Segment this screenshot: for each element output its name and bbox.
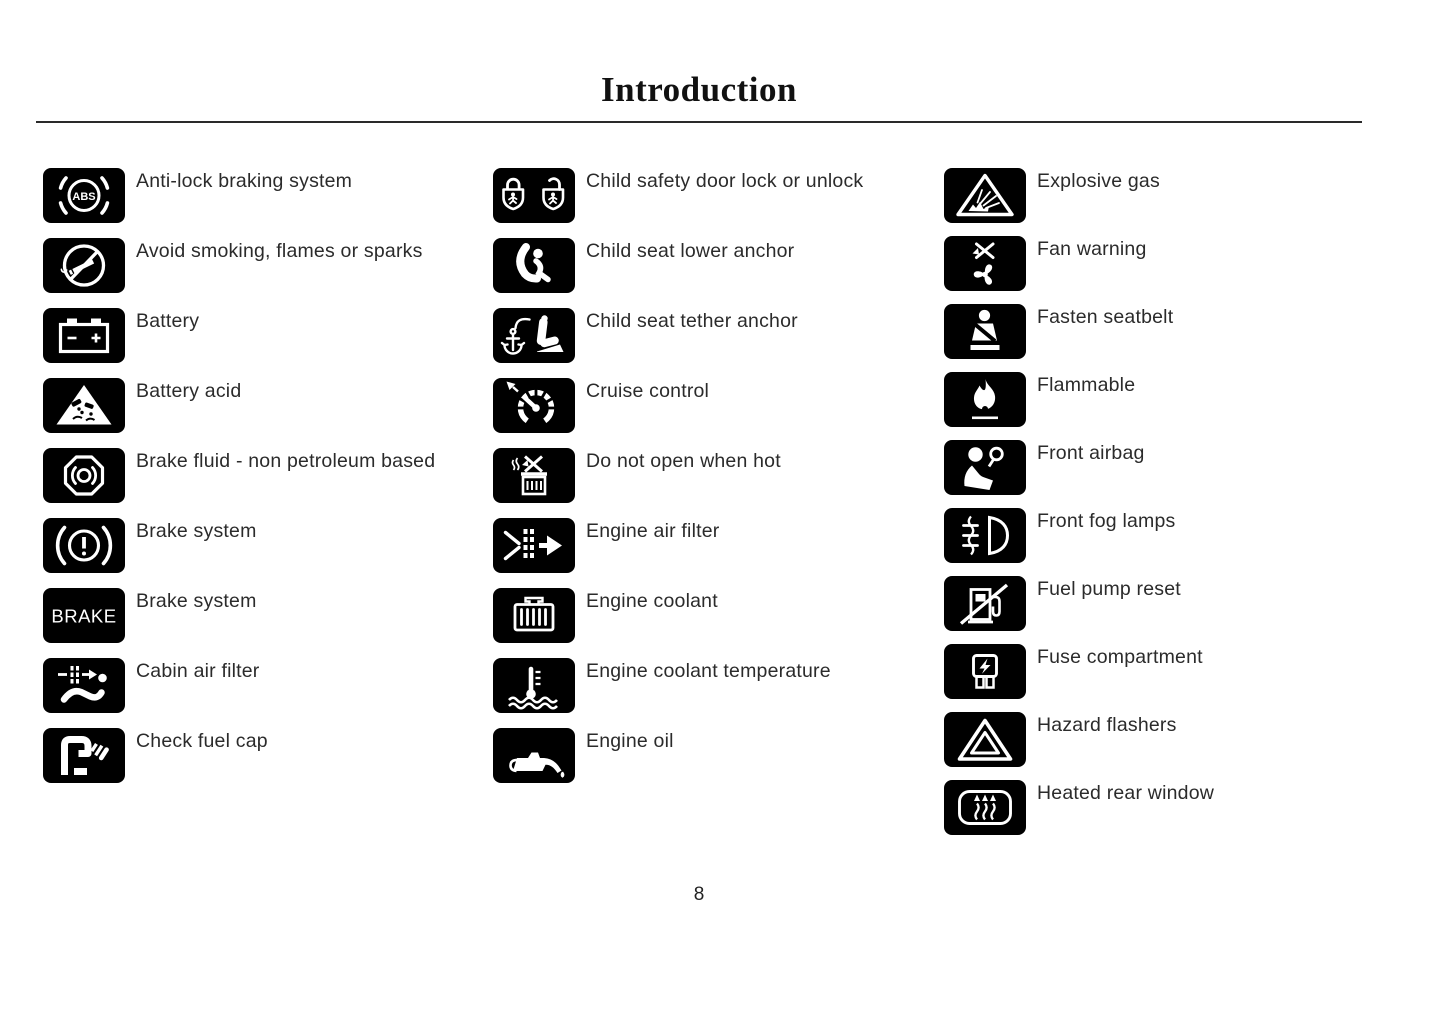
child-safety-lock-icon: [493, 168, 575, 223]
svg-text:BRAKE: BRAKE: [51, 605, 117, 627]
symbol-row: [493, 448, 863, 503]
symbol-label: Fan warning: [1037, 238, 1147, 260]
symbol-label: Child safety door lock or unlock: [586, 170, 864, 192]
symbol-label: Battery acid: [136, 380, 242, 402]
front-fog-lamps-icon: [944, 508, 1026, 563]
symbol-row: [944, 576, 1214, 631]
symbol-row: [43, 378, 435, 433]
cabin-air-filter-icon: [43, 658, 125, 713]
symbol-label: Front airbag: [1037, 442, 1145, 464]
symbol-label: Fuel pump reset: [1037, 578, 1181, 600]
hazard-flashers-icon: [944, 712, 1026, 767]
symbol-label: Brake system: [136, 590, 257, 612]
symbol-label: Engine air filter: [586, 520, 720, 542]
abs-icon: [43, 168, 125, 223]
symbol-label: Do not open when hot: [586, 450, 781, 472]
child-seat-lower-anchor-icon: [493, 238, 575, 293]
symbol-label: Check fuel cap: [136, 730, 268, 752]
symbol-row: [43, 238, 435, 293]
symbol-row: [944, 168, 1214, 223]
symbol-row: [43, 518, 435, 573]
symbol-row: [493, 588, 863, 643]
symbol-label: Engine coolant: [586, 590, 718, 612]
symbol-row: [43, 588, 435, 643]
engine-coolant-icon: [493, 588, 575, 643]
symbol-label: Battery: [136, 310, 200, 332]
page-title: Introduction: [601, 70, 797, 109]
engine-coolant-temperature-icon: [493, 658, 575, 713]
symbol-label: Engine coolant temperature: [586, 660, 831, 682]
symbol-row: [43, 658, 435, 713]
symbol-row: [43, 168, 435, 223]
symbol-row: [493, 308, 863, 363]
symbol-label: Explosive gas: [1037, 170, 1160, 192]
symbol-label: Engine oil: [586, 730, 674, 752]
svg-text:ABS: ABS: [72, 190, 96, 203]
symbol-column-2: [493, 168, 863, 798]
no-smoking-icon: [43, 238, 125, 293]
symbol-label: Fasten seatbelt: [1037, 306, 1174, 328]
symbol-label: Brake system: [136, 520, 257, 542]
page-number: 8: [693, 884, 705, 905]
symbol-row: [944, 644, 1214, 699]
symbol-row: [493, 378, 863, 433]
engine-air-filter-icon: [493, 518, 575, 573]
cruise-control-icon: [493, 378, 575, 433]
symbol-row: [944, 712, 1214, 767]
fasten-seatbelt-icon: [944, 304, 1026, 359]
symbol-row: [43, 728, 435, 783]
symbol-column-3: [944, 168, 1214, 848]
battery-icon: [43, 308, 125, 363]
symbol-row: [493, 168, 863, 223]
symbol-row: [493, 728, 863, 783]
symbol-row: [493, 658, 863, 713]
explosive-gas-icon: [944, 168, 1026, 223]
symbol-label: Brake fluid - non petroleum based: [136, 450, 436, 472]
symbol-row: [944, 304, 1214, 359]
symbol-row: [43, 448, 435, 503]
symbol-row: [944, 440, 1214, 495]
front-airbag-icon: [944, 440, 1026, 495]
fuel-pump-reset-icon: [944, 576, 1026, 631]
symbol-label: Flammable: [1037, 374, 1136, 396]
symbol-label: Cabin air filter: [136, 660, 260, 682]
symbol-row: [493, 238, 863, 293]
symbol-label: Cruise control: [586, 380, 710, 402]
symbol-label: Heated rear window: [1037, 782, 1215, 804]
flammable-icon: [944, 372, 1026, 427]
symbol-row: [944, 508, 1214, 563]
symbol-row: [944, 236, 1214, 291]
child-seat-tether-anchor-icon: [493, 308, 575, 363]
symbol-row: [493, 518, 863, 573]
brake-fluid-icon: [43, 448, 125, 503]
brake-system-icon: [43, 518, 125, 573]
do-not-open-when-hot-icon: [493, 448, 575, 503]
symbol-label: Fuse compartment: [1037, 646, 1203, 668]
symbol-label: Child seat tether anchor: [586, 310, 798, 332]
symbol-column-1: [43, 168, 435, 798]
battery-acid-icon: [43, 378, 125, 433]
symbol-label: Anti-lock braking system: [136, 170, 353, 192]
fuse-compartment-icon: [944, 644, 1026, 699]
engine-oil-icon: [493, 728, 575, 783]
symbol-label: Child seat lower anchor: [586, 240, 795, 262]
check-fuel-cap-icon: [43, 728, 125, 783]
heated-rear-window-icon: [944, 780, 1026, 835]
symbol-row: [944, 780, 1214, 835]
symbol-label: Hazard flashers: [1037, 714, 1177, 736]
brake-text-icon: [43, 588, 125, 643]
symbol-label: Avoid smoking, flames or sparks: [136, 240, 423, 262]
symbol-row: [43, 308, 435, 363]
fan-warning-icon: [944, 236, 1026, 291]
symbol-label: Front fog lamps: [1037, 510, 1176, 532]
symbol-row: [944, 372, 1214, 427]
